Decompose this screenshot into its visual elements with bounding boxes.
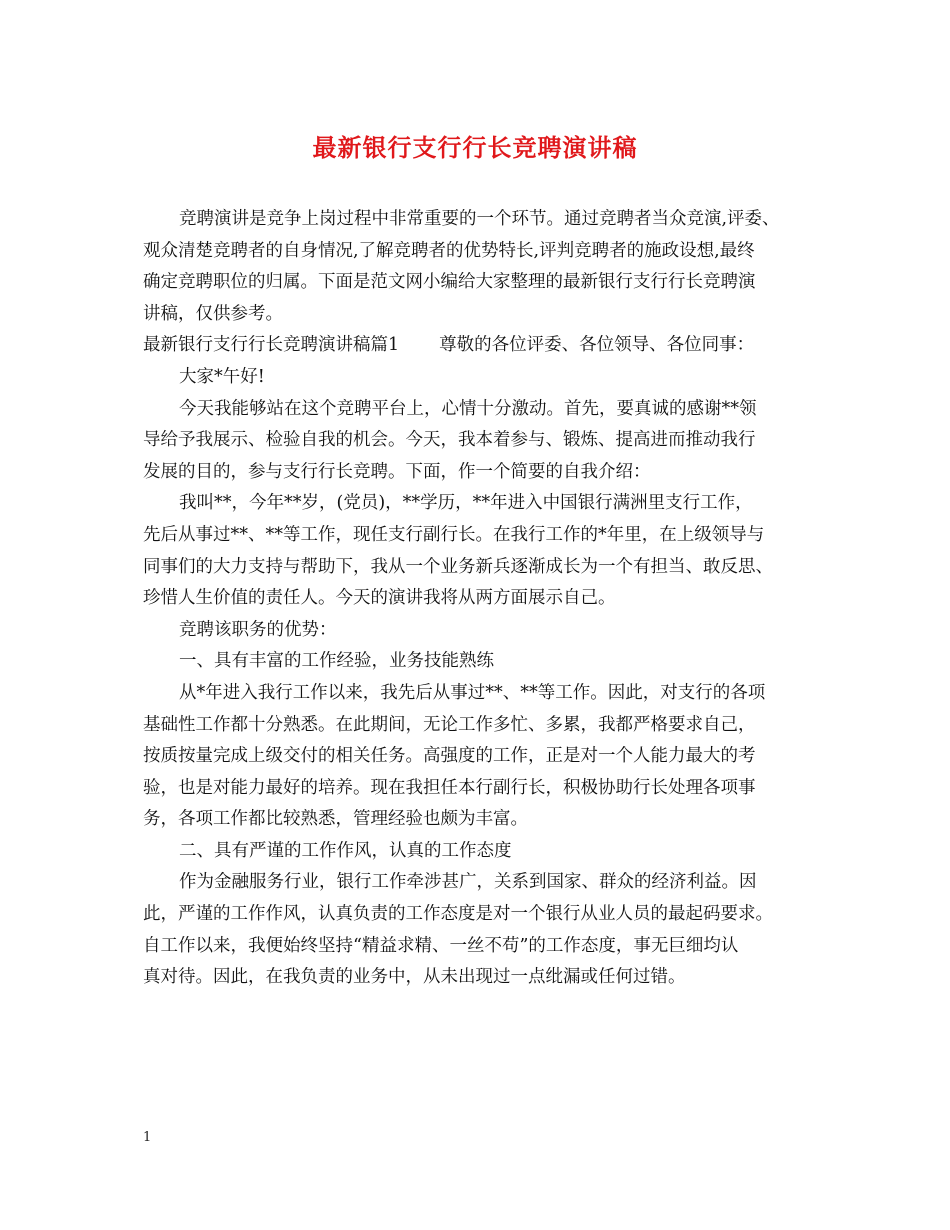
paragraph-line: 竞聘该职务的优势： [179,619,337,640]
document-body [143,204,813,994]
paragraph-line: 自工作以来，我便始终坚持“精益求精、一丝不苟”的工作态度，事无巨细均认 [143,935,739,956]
paragraph-line: 此，严谨的工作作风，认真负责的工作态度是对一个银行从业人员的最起码要求。 [143,904,773,925]
paragraph-line: 确定竞聘职位的归属。下面是范文网小编给大家整理的最新银行支行行长竞聘演 [143,272,756,293]
paragraph-line: 讲稿，仅供参考。 [143,303,283,324]
paragraph-line: 真对待。因此，在我负责的业务中，从未出现过一点纰漏或任何过错。 [143,967,686,988]
document-title: 最新银行支行行长竞聘演讲稿 [312,133,638,162]
section-heading-line [143,330,813,362]
paragraph-line: 作为金融服务行业，银行工作牵涉甚广，关系到国家、群众的经济利益。因 [179,872,757,893]
paragraph-line: 我叫**，今年**岁，(党员)，**学历，**年进入中国银行满洲里支行工作， [179,493,753,514]
subheading-line: 二、具有严谨的工作作风，认真的工作态度 [179,840,512,861]
salutation: 尊敬的各位评委、各位领导、各位同事： [439,335,755,356]
paragraph-line: 今天我能够站在这个竞聘平台上，心情十分激动。首先，要真诚的感谢**领 [179,398,757,419]
paragraph-line: 务，各项工作都比较熟悉，管理经验也颇为丰富。 [143,809,528,830]
section-heading: 最新银行支行行长竞聘演讲稿篇1 [143,335,400,356]
paragraph-line: 珍惜人生价值的责任人。今天的演讲我将从两方面展示自己。 [143,588,616,609]
paragraph-line: 竞聘演讲是竞争上岗过程中非常重要的一个环节。通过竞聘者当众竞演,评委、 [179,209,780,229]
paragraph-line: 同事们的大力支持与帮助下，我从一个业务新兵逐渐成长为一个有担当、敢反思、 [143,556,773,577]
paragraph-line: 从*年进入我行工作以来，我先后从事过**、**等工作。因此，对支行的各项 [179,682,766,703]
paragraph-line: 基础性工作都十分熟悉。在此期间，无论工作多忙、多累，我都严格要求自己， [143,714,756,735]
paragraph-line: 观众清楚竞聘者的自身情况,了解竞聘者的优势特长,评判竞聘者的施政设想,最终 [143,240,755,261]
greeting: 大家*午好! [179,366,265,387]
paragraph-line: 先后从事过**、**等工作，现任支行副行长。在我行工作的*年里，在上级领导与 [143,524,765,545]
paragraph-line: 导给予我展示、检验自我的机会。今天，我本着参与、锻炼、提高进而推动我行 [143,430,756,451]
paragraph-line: 验，也是对能力最好的培养。现在我担任本行副行长，积极协助行长处理各项事 [143,777,756,798]
paragraph-line: 按质按量完成上级交付的相关任务。高强度的工作，正是对一个人能力最大的考 [143,746,756,767]
page-number: 1 [143,1130,152,1145]
paragraph-line: 发展的目的，参与支行行长竞聘。下面，作一个简要的自我介绍： [143,461,651,482]
subheading-line: 一、具有丰富的工作经验，业务技能熟练 [179,651,494,672]
